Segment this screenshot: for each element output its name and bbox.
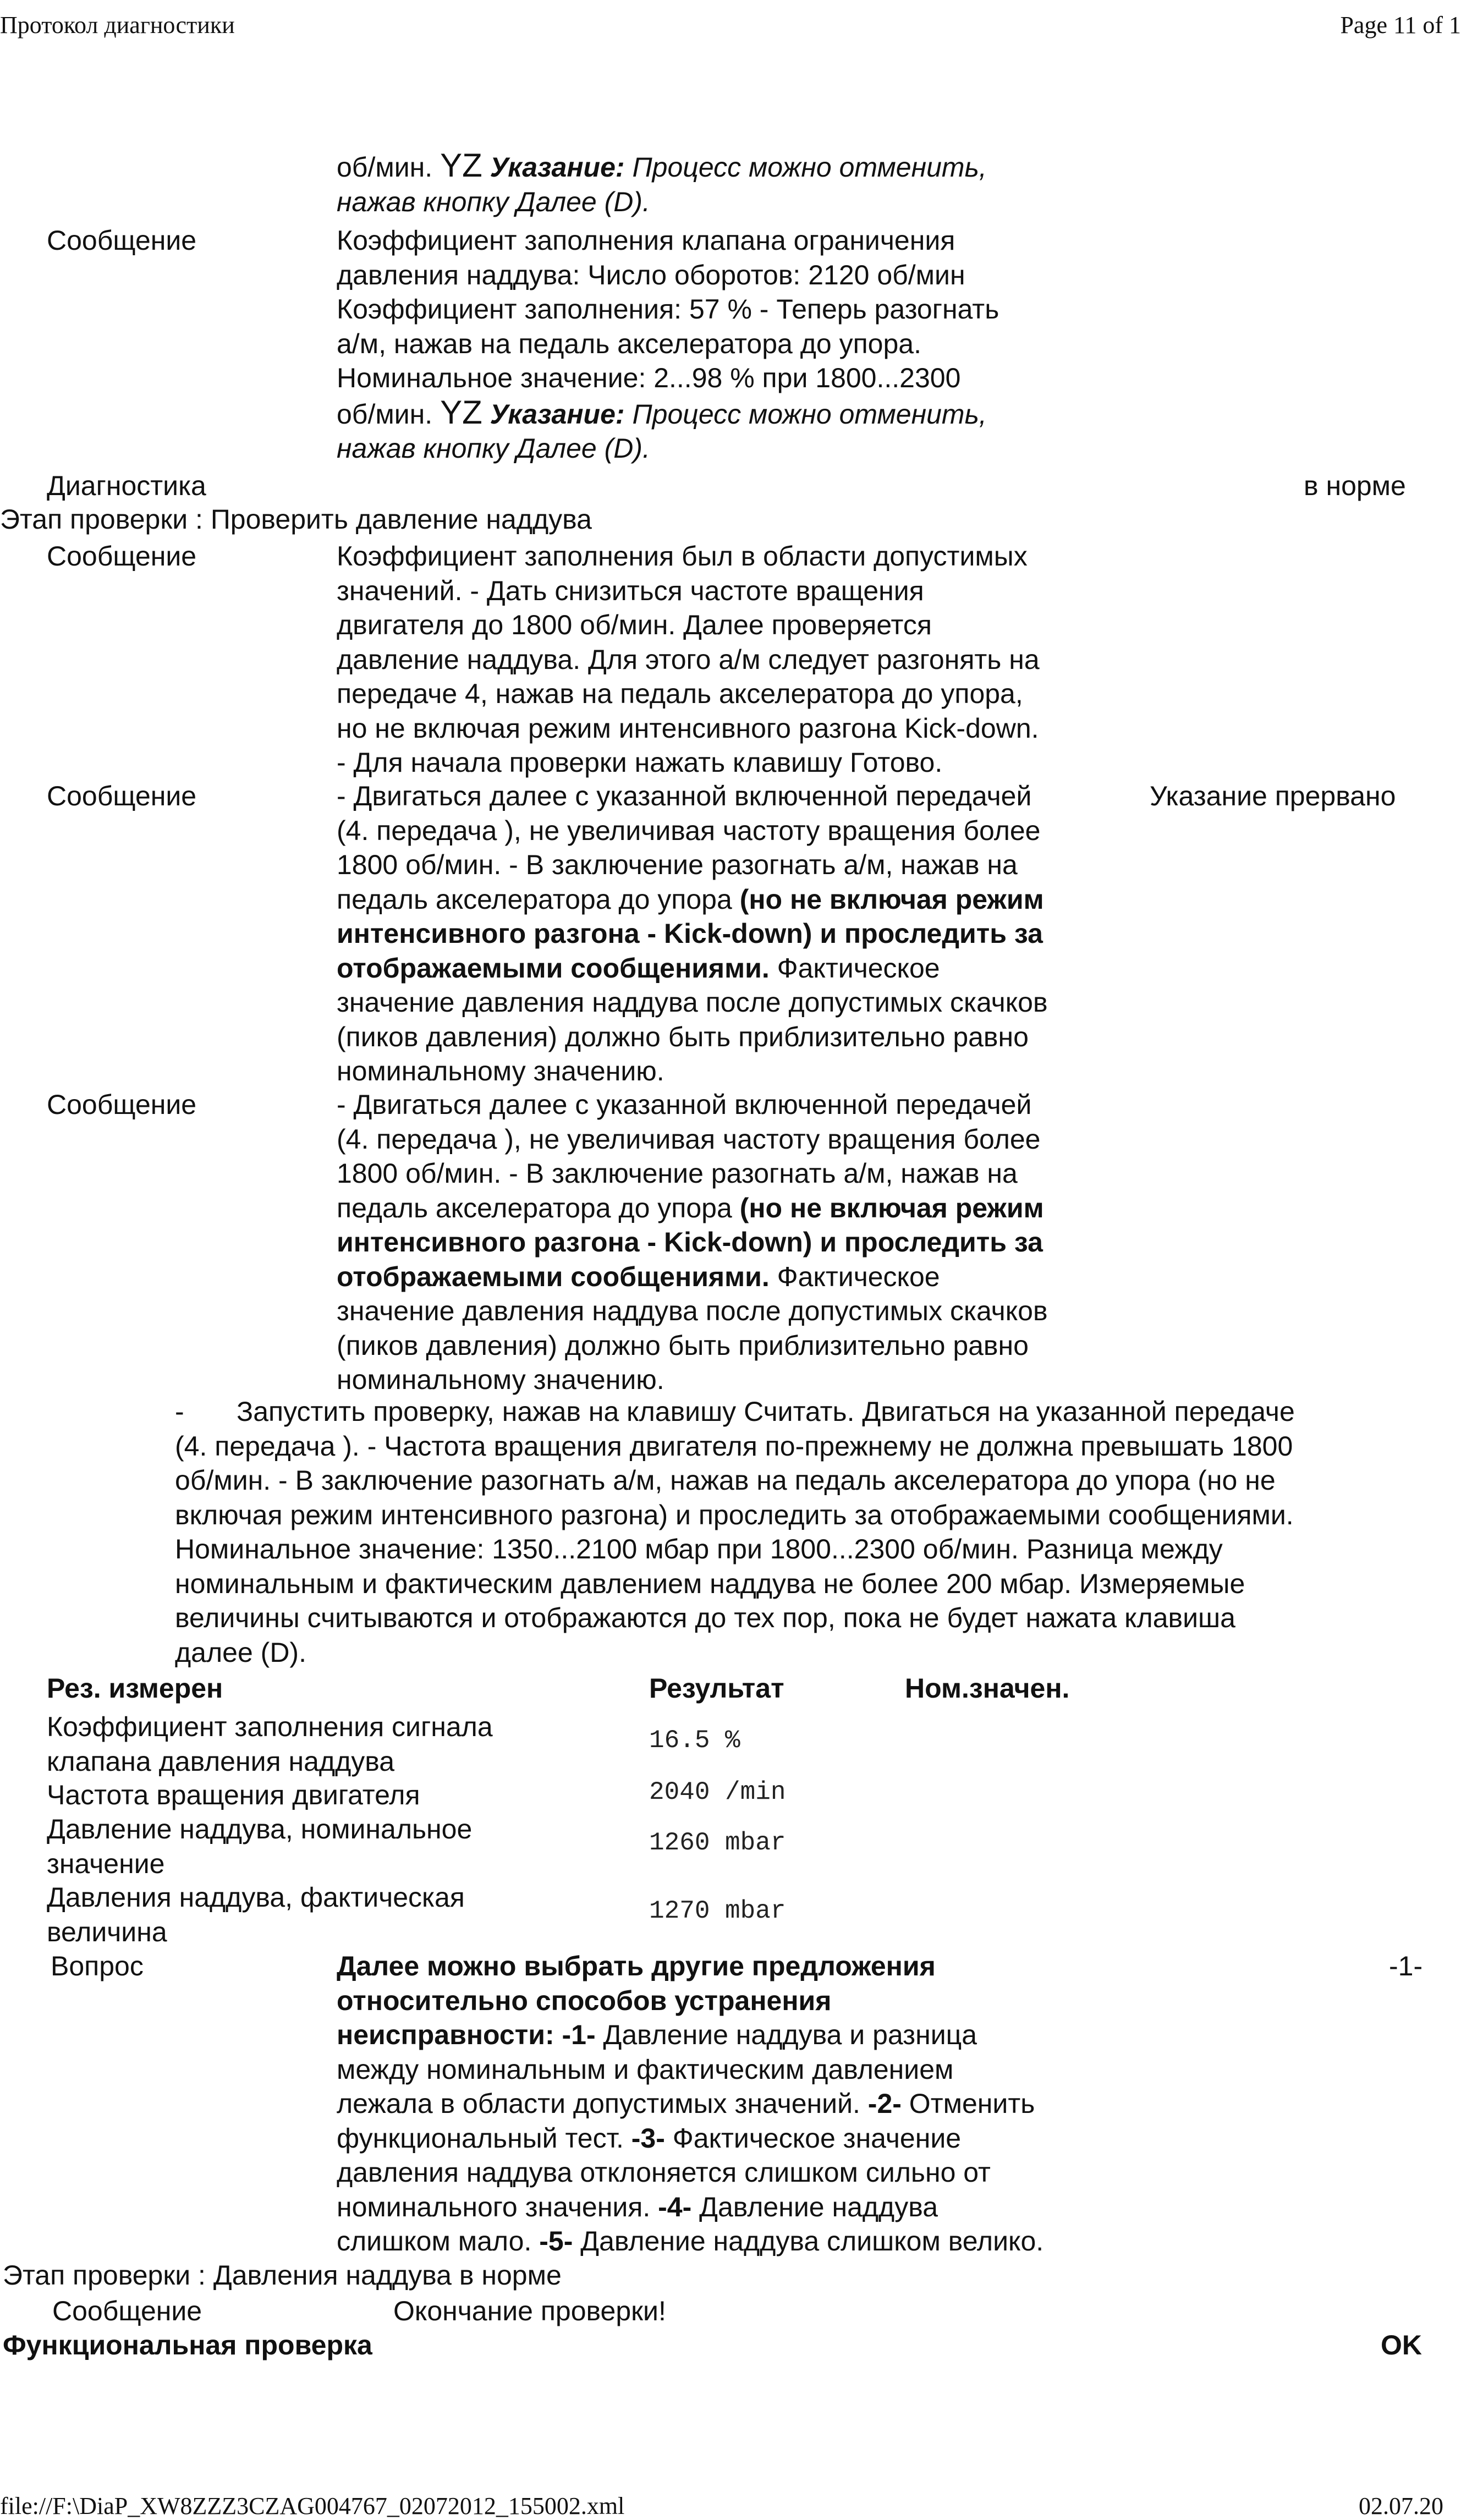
message-line: (4. передача ), не увеличивая частоту вращения более — [337, 815, 1041, 846]
question-fragment: Давление наддува слишком велико. — [573, 2226, 1044, 2257]
diagnostics-label: Диагностика — [47, 470, 206, 501]
measurement-value: 16.5 % — [649, 1726, 740, 1755]
test-step-title: Этап проверки : Проверить давление наддува — [0, 504, 592, 535]
instruction-line: об/мин. - В заключение разогнать а/м, нажав на педаль акселератора до упора (но не — [175, 1465, 1276, 1496]
question-answer: -1- — [1389, 1951, 1423, 1981]
message-emphasis: отображаемыми сообщениями. — [337, 1261, 770, 1292]
option-number: -2- — [867, 2088, 902, 2119]
measurement-name-line: Коэффициент заполнения сигнала — [47, 1711, 493, 1742]
message-fragment: Фактическое — [769, 952, 940, 984]
message-label: Сообщение — [52, 2296, 202, 2326]
functional-check-label: Функциональная проверка — [3, 2330, 372, 2360]
option-number: -5- — [539, 2226, 573, 2257]
message-emphasis: (но не включая режим — [739, 1192, 1044, 1223]
question-fragment: слишком мало. — [337, 2226, 540, 2257]
functional-check-status: OK — [1381, 2330, 1422, 2360]
measurement-name-line: Частота вращения двигателя — [47, 1780, 420, 1810]
message-emphasis: (но не включая режим — [739, 883, 1044, 915]
message-line: а/м, нажав на педаль акселератора до упора. — [337, 328, 921, 359]
message-label: Сообщение — [47, 225, 197, 256]
message-continuation — [337, 149, 1145, 219]
measurement-value: 1260 mbar — [649, 1829, 786, 1857]
question-fragment: Фактическое значение — [664, 2122, 962, 2154]
message-fragment: педаль акселератора до упора — [337, 883, 740, 915]
column-header-name: Рез. измерен — [47, 1673, 223, 1704]
instruction-line: номинальным и фактическим давлением наддува не более 200 мбар. Измеряемые — [175, 1568, 1245, 1599]
message-label: Сообщение — [47, 541, 197, 572]
note-label: Указание: — [490, 152, 625, 183]
measurement-name — [47, 1880, 575, 1949]
message-line: давление наддува. Для этого а/м следует разгонять на — [337, 644, 1040, 675]
note-text: Процесс можно отменить, — [632, 152, 987, 183]
column-header-nominal: Ном.значен. — [905, 1673, 1070, 1704]
message-line: но не включая режим интенсивного разгона Kick-down. — [337, 712, 1039, 744]
question-line: между номинальным и фактическим давлением — [337, 2054, 954, 2085]
message-line: Коэффициент заполнения: 57 % - Теперь разогнать — [337, 294, 999, 325]
note-text: нажав кнопку Далее (D). — [337, 186, 650, 217]
question-line: давления наддува отклоняется слишком сильно от — [337, 2157, 991, 2188]
message-text — [337, 779, 1145, 1089]
message-line: значение давления наддува после допустимых скачков — [337, 1295, 1048, 1326]
message-line: (пиков давления) должно быть приблизительно равно — [337, 1021, 1029, 1052]
message-text — [337, 223, 1145, 466]
print-date: 02.07.20 — [1359, 2492, 1443, 2519]
page-number: Page 11 of 1 — [1340, 12, 1461, 39]
message-line: 1800 об/мин. - В заключение разогнать а/м, нажав на — [337, 1158, 1018, 1189]
question-fragment: Давление наддува — [691, 2191, 938, 2222]
message-fragment: педаль акселератора до упора — [337, 1192, 740, 1223]
message-line: - Двигаться далее с указанной включенной передачей — [337, 1089, 1032, 1120]
measurement-value: 1270 mbar — [649, 1897, 786, 1925]
bullet-dash: - — [175, 1396, 184, 1427]
question-fragment: функциональный тест. — [337, 2122, 631, 2154]
instruction-line: величины считываются и отображаются до тех пор, пока не будет нажата клавиша — [175, 1602, 1235, 1633]
question-fragment: Давление наддува и разница — [595, 2019, 977, 2050]
instruction-line: далее (D). — [175, 1637, 306, 1668]
diagnostics-status: в норме — [1304, 470, 1406, 501]
message-line: 1800 об/мин. - В заключение разогнать а/м, нажав на — [337, 849, 1018, 880]
yz-symbol: YZ — [440, 147, 482, 184]
rpm-unit: об/мин. — [337, 398, 433, 430]
message-label: Сообщение — [47, 781, 197, 811]
message-line: номинальному значению. — [337, 1056, 664, 1086]
message-status: Указание прервано — [1150, 781, 1396, 811]
measurement-name — [47, 1812, 575, 1881]
message-line: давления наддува: Число оборотов: 2120 об/мин — [337, 259, 965, 290]
message-text — [337, 539, 1145, 780]
question-text — [337, 1949, 1145, 2259]
measurement-name-line: величина — [47, 1916, 167, 1947]
message-line: двигателя до 1800 об/мин. Далее проверяется — [337, 610, 932, 640]
measurement-name-line: значение — [47, 1848, 165, 1879]
note-label: Указание: — [490, 398, 625, 430]
message-line: (4. передача ), не увеличивая частоту вращения более — [337, 1123, 1041, 1155]
instruction-line: Запустить проверку, нажав на клавишу Считать. Двигаться на указанной передаче — [237, 1396, 1295, 1427]
message-fragment: Фактическое — [769, 1261, 940, 1292]
question-fragment: Отменить — [901, 2088, 1035, 2119]
option-number: -4- — [658, 2191, 692, 2222]
message-text: Окончание проверки! — [393, 2296, 666, 2326]
message-line: - Для начала проверки нажать клавишу Готово. — [337, 747, 943, 778]
measurement-value: 2040 /min — [649, 1778, 786, 1807]
message-line: Коэффициент заполнения был в области допустимых — [337, 541, 1028, 572]
message-line: передаче 4, нажав на педаль акселератора до упора, — [337, 678, 1023, 709]
message-line: (пиков давления) должно быть приблизительно равно — [337, 1330, 1029, 1361]
question-emphasis: неисправности: -1- — [337, 2019, 596, 2050]
document-title: Протокол диагностики — [0, 12, 235, 39]
note-text: нажав кнопку Далее (D). — [337, 433, 650, 464]
option-number: -3- — [631, 2122, 665, 2154]
measurement-name-line: клапана давления наддува — [47, 1745, 395, 1777]
measurement-name — [47, 1778, 575, 1813]
instruction-line: включая режим интенсивного разгона) и проследить за отображаемыми сообщениями. — [175, 1499, 1294, 1530]
measurement-name-line: Давление наддува, номинальное — [47, 1814, 473, 1844]
message-line: Коэффициент заполнения клапана ограничения — [337, 225, 955, 256]
message-line: - Двигаться далее с указанной включенной передачей — [337, 781, 1032, 811]
question-fragment: лежала в области допустимых значений. — [337, 2088, 868, 2119]
note-text: Процесс можно отменить, — [632, 398, 987, 430]
message-label: Сообщение — [47, 1089, 197, 1120]
question-line: относительно способов устранения — [337, 1985, 832, 2016]
instruction-line: Номинальное значение: 1350...2100 мбар при 1800...2300 об/мин. Разница между — [175, 1534, 1223, 1564]
column-header-result: Результат — [649, 1673, 784, 1704]
instruction-paragraph — [175, 1394, 1424, 1670]
message-emphasis: интенсивного разгона - Kick-down) и проследить за — [337, 1227, 1043, 1258]
measurement-name — [47, 1710, 575, 1778]
message-emphasis: интенсивного разгона - Kick-down) и проследить за — [337, 918, 1043, 949]
rpm-unit: об/мин. — [337, 152, 433, 183]
question-label: Вопрос — [51, 1951, 144, 1981]
question-fragment: номинального значения. — [337, 2191, 658, 2222]
message-line: значение давления наддува после допустимых скачков — [337, 987, 1048, 1018]
yz-symbol: YZ — [440, 393, 482, 431]
message-line: значений. - Дать снизиться частоте вращения — [337, 575, 924, 606]
source-file-path: file://F:\DiaP_XW8ZZZ3CZAG004767_02072012_155002.xml — [0, 2492, 625, 2519]
message-emphasis: отображаемыми сообщениями. — [337, 952, 770, 984]
question-line: Далее можно выбрать другие предложения — [337, 1951, 936, 1981]
message-line: номинальному значению. — [337, 1364, 664, 1395]
message-text — [337, 1088, 1145, 1397]
message-line: Номинальное значение: 2...98 % при 1800...2300 — [337, 363, 961, 393]
measurement-name-line: Давления наддува, фактическая — [47, 1882, 465, 1913]
instruction-line: (4. передача ). - Частота вращения двигателя по-прежнему не должна превышать 1800 — [175, 1430, 1293, 1462]
test-step-title: Этап проверки : Давления наддува в норме — [3, 2260, 562, 2291]
